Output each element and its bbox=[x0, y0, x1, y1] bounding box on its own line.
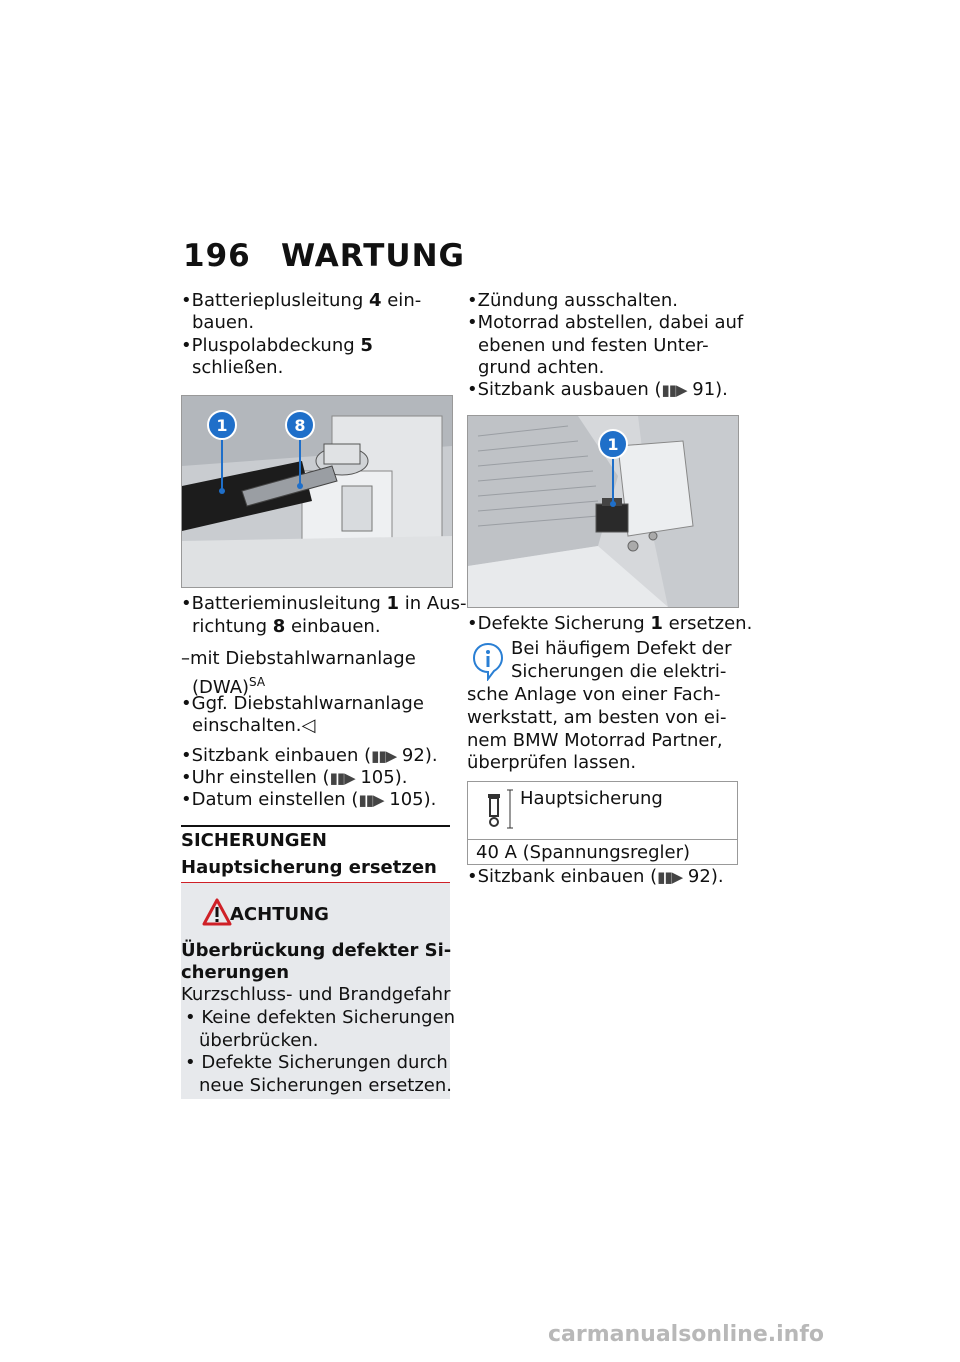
list-item: •Zündung ausschalten. bbox=[467, 290, 678, 311]
fuse-table-heading: Hauptsicherung bbox=[520, 788, 663, 809]
figure-label-1: 1 bbox=[216, 416, 228, 435]
warning-item-cont: neue Sicherungen ersetzen. bbox=[199, 1075, 452, 1096]
list-item: •Uhr einstellen (▮▮▶ 105). bbox=[181, 767, 408, 788]
figure-label-8: 8 bbox=[294, 416, 306, 435]
list-item-cont: richtung 8 einbauen. bbox=[192, 616, 381, 637]
list-item-cont: grund achten. bbox=[478, 357, 605, 378]
list-item: •Batterieminusleitung 1 in Aus- bbox=[181, 593, 467, 614]
page-ref-icon: ▮▮▶ bbox=[358, 791, 384, 809]
section-title: SICHERUNGEN bbox=[181, 830, 327, 851]
info-line: Bei häufigem Defekt der bbox=[511, 638, 732, 659]
option-line-cont: (DWA)$^{SA}$ bbox=[192, 675, 266, 698]
warning-item: • Keine defekten Sicherungen bbox=[185, 1007, 456, 1028]
info-line: sche Anlage von einer Fach- bbox=[467, 684, 721, 705]
battery-terminal-figure bbox=[181, 395, 453, 588]
fuse-table-value: 40 A (Spannungsregler) bbox=[476, 842, 691, 863]
info-line: nem BMW Motorrad Partner, bbox=[467, 730, 723, 751]
warning-heading: ACHTUNG bbox=[230, 904, 329, 925]
page-title: WARTUNG bbox=[281, 238, 465, 274]
battery-terminal-illustration bbox=[182, 396, 452, 587]
warning-title: Überbrückung defekter Si- bbox=[181, 940, 452, 961]
info-line: Sicherungen die elektri- bbox=[511, 661, 727, 682]
info-icon bbox=[470, 641, 506, 681]
warning-desc: Kurzschluss- und Brandgefahr bbox=[181, 984, 451, 1005]
watermark[interactable]: carmanualsonline.info bbox=[548, 1322, 824, 1347]
warning-item: • Defekte Sicherungen durch bbox=[185, 1052, 448, 1073]
fuse-icon bbox=[482, 788, 514, 832]
warning-title-cont: cherungen bbox=[181, 962, 290, 983]
list-item-cont: einschalten.◁ bbox=[192, 715, 316, 736]
page-ref-icon: ▮▮▶ bbox=[657, 868, 683, 886]
info-line: werkstatt, am besten von ei- bbox=[467, 707, 727, 728]
main-fuse-illustration bbox=[468, 416, 738, 607]
fuse-table bbox=[467, 781, 738, 865]
list-item: •Sitzbank ausbauen (▮▮▶ 91). bbox=[467, 379, 728, 400]
page-ref-icon: ▮▮▶ bbox=[329, 769, 355, 787]
list-item-cont: bauen. bbox=[192, 312, 255, 333]
page-number: 196 bbox=[183, 238, 251, 274]
subsection-title: Hauptsicherung ersetzen bbox=[181, 857, 437, 878]
page-ref-icon: ▮▮▶ bbox=[661, 381, 687, 399]
list-item: •Sitzbank einbauen (▮▮▶ 92). bbox=[181, 745, 438, 766]
list-item-cont: ebenen und festen Unter- bbox=[478, 335, 709, 356]
warning-box bbox=[181, 883, 456, 1099]
info-line: überprüfen lassen. bbox=[467, 752, 637, 773]
figure-label-1: 1 bbox=[607, 435, 619, 454]
list-item: •Batterieplusleitung 4 ein- bbox=[181, 290, 422, 311]
list-item-cont: schließen. bbox=[192, 357, 284, 378]
page-ref-icon: ▮▮▶ bbox=[371, 747, 397, 765]
list-item: •Defekte Sicherung 1 ersetzen. bbox=[467, 613, 753, 634]
list-item: •Pluspolabdeckung 5 bbox=[181, 335, 373, 356]
warning-triangle-icon bbox=[202, 898, 232, 926]
section-rule bbox=[181, 825, 450, 827]
list-item: •Datum einstellen (▮▮▶ 105). bbox=[181, 789, 437, 810]
list-item: •Sitzbank einbauen (▮▮▶ 92). bbox=[467, 866, 724, 887]
fuse-table-divider bbox=[468, 839, 737, 840]
option-line: –mit Diebstahlwarnanlage bbox=[181, 648, 416, 669]
list-item: •Motorrad abstellen, dabei auf bbox=[467, 312, 744, 333]
main-fuse-figure bbox=[467, 415, 739, 608]
end-mark-icon: ◁ bbox=[301, 715, 316, 736]
list-item: •Ggf. Diebstahlwarnanlage bbox=[181, 693, 424, 714]
warning-item-cont: überbrücken. bbox=[199, 1030, 319, 1051]
